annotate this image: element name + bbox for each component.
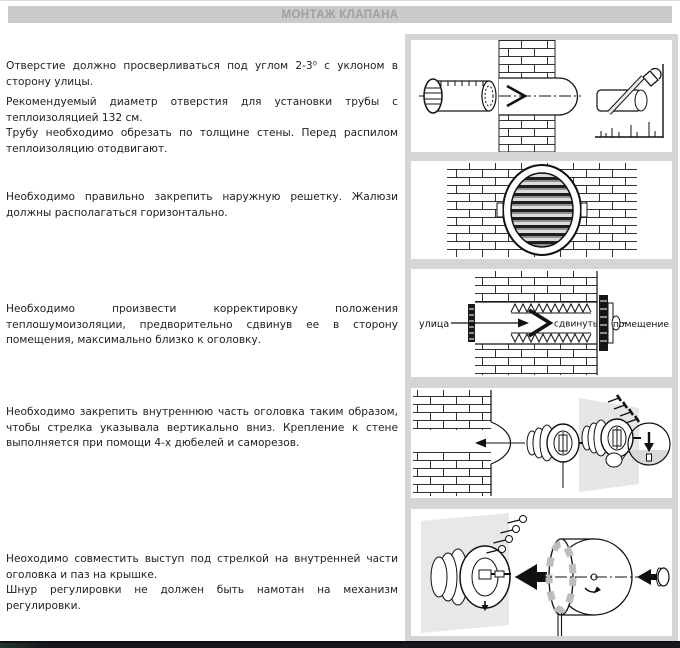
section-title-bar bbox=[8, 6, 672, 23]
cover-cylinder bbox=[549, 539, 632, 636]
label-street: улица bbox=[419, 319, 450, 330]
grille-louvers bbox=[511, 173, 573, 247]
instruction-block-insulation bbox=[6, 302, 398, 349]
brick-wall-bottom bbox=[475, 344, 597, 375]
knob-arrow-left-icon bbox=[637, 569, 658, 585]
grille-illustration bbox=[411, 161, 672, 259]
figure-head-mounting bbox=[411, 388, 672, 498]
street-arrow-head bbox=[518, 319, 529, 328]
grille-tab-left bbox=[497, 203, 503, 217]
brick-wall-top bbox=[475, 271, 597, 302]
mounting-illustration bbox=[411, 388, 672, 498]
instruction-paragraph: Необходимо произвести корректировку положения теплошумоизоляции, предворительно сдвинув ее в сторону помещения, максимально близко к оголовку. bbox=[6, 303, 398, 346]
page-title: МОНТАЖ КЛАПАНА bbox=[281, 8, 399, 21]
instruction-paragraph: Отверстие должно просверливаться под углом 2-3⁰ с уклоном в сторону улицы. bbox=[6, 60, 398, 88]
brick-wall-bottom bbox=[413, 452, 491, 496]
label-shift: сдвинуть bbox=[554, 319, 599, 330]
instruction-paragraph: Трубу необходимо обрезать по толщине стены. Перед распилом теплоизоляцию отодвигают. bbox=[6, 127, 398, 155]
instruction-paragraph: Шнур регулировки не должен быть намотан на механизм регулировки. bbox=[6, 584, 398, 612]
bottom-edge-strip bbox=[0, 643, 680, 648]
instruction-paragraph: Неоходимо совместить выступ под стрелкой на внутренней части оголовка и паз на крышке. bbox=[6, 553, 398, 581]
insulated-pipe bbox=[424, 79, 496, 113]
instruction-block-mounting bbox=[6, 405, 398, 452]
instruction-block-grille bbox=[6, 190, 398, 221]
drill-pipe-illustration bbox=[411, 40, 672, 152]
label-room: помещение bbox=[612, 319, 669, 330]
figure-drill-pipe-and-cut bbox=[411, 40, 672, 152]
instruction-paragraph: Необходимо правильно закрепить наружную решетку. Жалюзи должны располагаться горизонтально. bbox=[6, 191, 398, 219]
figure-cover-assembly bbox=[411, 509, 672, 636]
instruction-paragraph: Рекомендуемый диаметр отверстия для установки трубы с теплоизоляцией 132 см. bbox=[6, 96, 398, 124]
control-knob bbox=[657, 568, 670, 586]
instruction-block-cover bbox=[6, 552, 398, 614]
adjustment-cord bbox=[558, 613, 562, 636]
shift-arrow-icon bbox=[529, 310, 550, 336]
figure-outer-grille bbox=[411, 161, 672, 259]
instruction-paragraph: Необходимо закрепить внутреннюю часть оголовка таким образом, чтобы стрелка указывала вертикально вниз. Крепление к стене выполняется при помощи 4-х дюбелей и саморезов. bbox=[6, 406, 398, 449]
grille-tab-right bbox=[581, 203, 587, 217]
insulation-illustration bbox=[411, 269, 672, 377]
brick-wall-top bbox=[413, 390, 491, 430]
assembly-illustration bbox=[411, 509, 672, 636]
inner-head-unit bbox=[527, 424, 588, 488]
insert-arrow-head bbox=[475, 439, 486, 448]
instruction-block-drilling bbox=[6, 59, 398, 157]
figure-column bbox=[405, 34, 678, 642]
figure-insulation-adjustment bbox=[411, 269, 672, 377]
